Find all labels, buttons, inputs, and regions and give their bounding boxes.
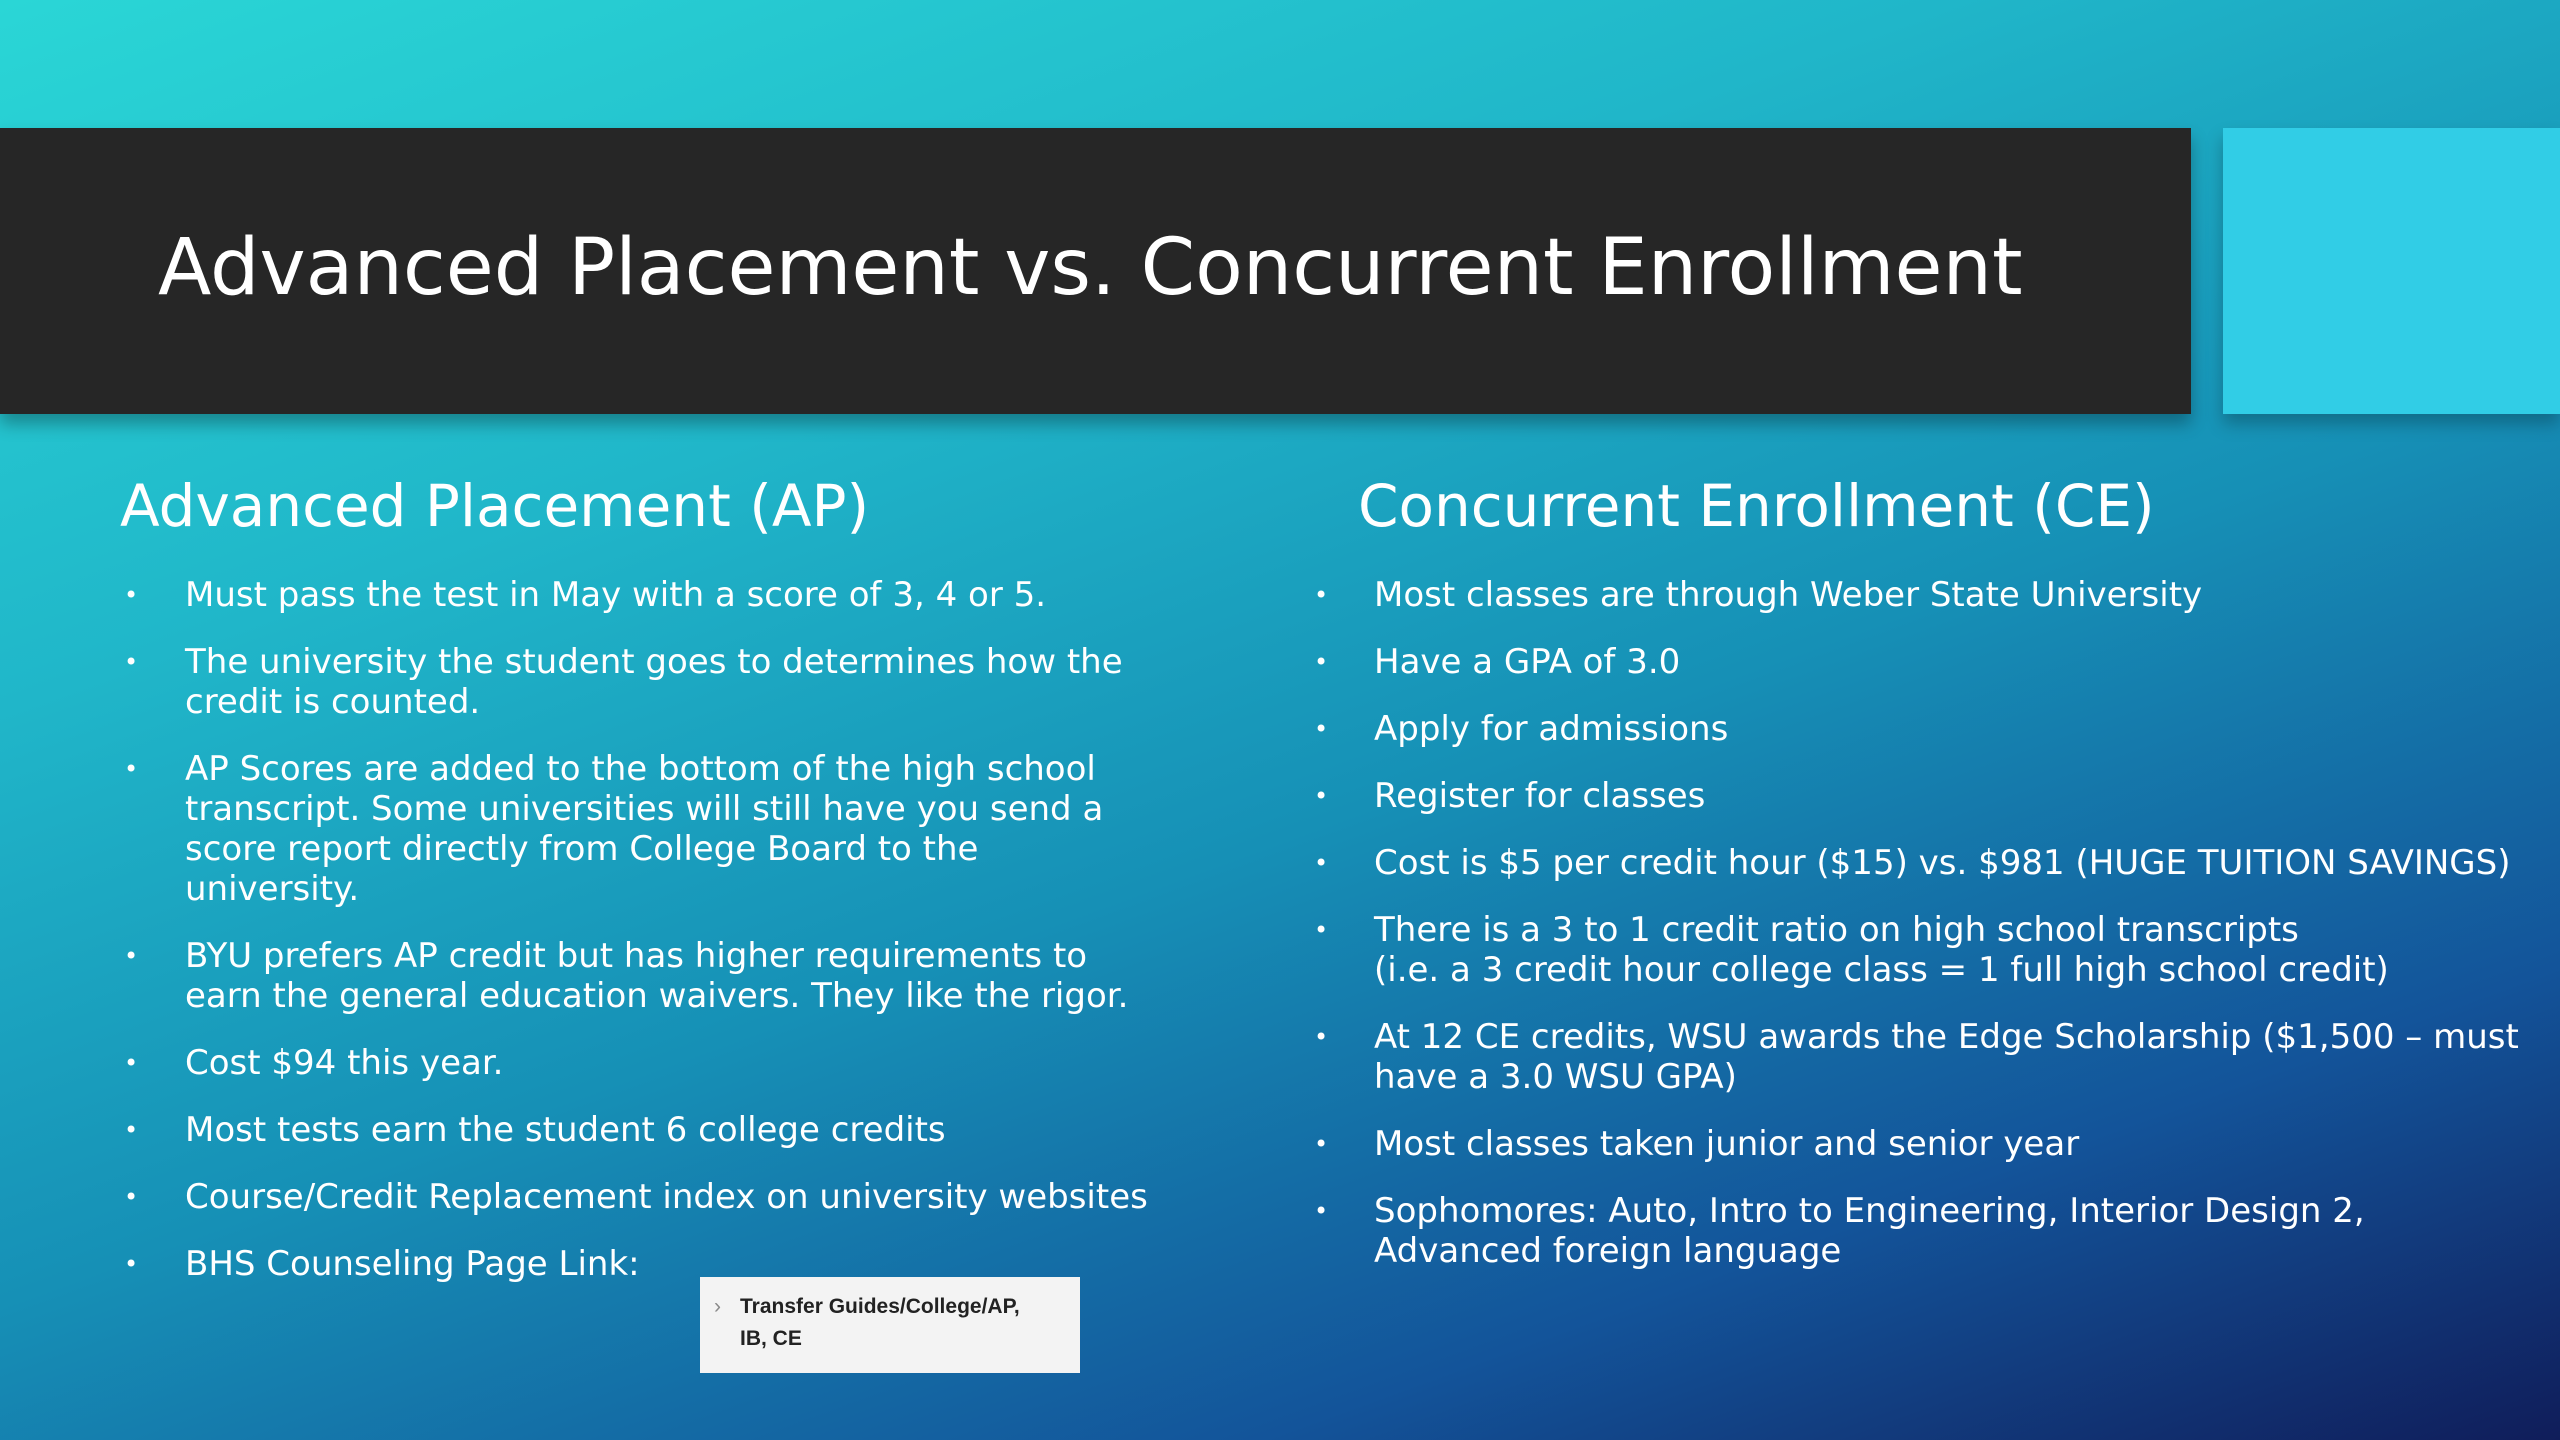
ce-bullet-text: At 12 CE credits, WSU awards the Edge Scholarship ($1,500 – must have a 3.0 WSU GPA) [1374,1017,2519,1097]
ap-heading: Advanced Placement (AP) [120,472,870,540]
bullet-icon: • [124,1183,139,1211]
bullet-icon: • [124,942,139,970]
bullet-icon: • [1314,916,1329,944]
list-item [1310,1191,2540,1271]
list-item [1310,843,2540,883]
ce-bullet-text: Have a GPA of 3.0 [1374,642,1681,682]
transfer-guides-link-label: Transfer Guides/College/AP, IB, CE [740,1295,1020,1350]
list-item [1310,776,2540,816]
bullet-icon: • [1314,1130,1329,1158]
list-item [120,936,1160,1016]
ap-bullet-text: The university the student goes to determines how the credit is counted. [185,642,1123,722]
bullet-icon: • [124,1049,139,1077]
bullet-icon: • [124,1250,139,1278]
slide-title: Advanced Placement vs. Concurrent Enrollment [158,223,2023,313]
ce-bullet-text: Register for classes [1374,776,1706,816]
list-item [120,1043,1160,1083]
bullet-icon: • [124,1116,139,1144]
list-item [120,1110,1160,1150]
bullet-icon: • [1314,1023,1329,1051]
bullet-icon: • [124,755,139,783]
chevron-right-icon: › [714,1295,721,1318]
list-item [120,642,1160,722]
list-item [120,1177,1160,1217]
bullet-icon: • [1314,648,1329,676]
ap-bullet-text: AP Scores are added to the bottom of the high school transcript. Some universities will still have you send a score report directly from College Board to the university. [185,749,1104,909]
list-item [1310,642,2540,682]
ce-bullet-text: Apply for admissions [1374,709,1729,749]
list-item [120,749,1160,909]
bullet-icon: • [1314,1197,1329,1225]
ce-heading: Concurrent Enrollment (CE) [1358,472,2155,540]
ap-bullet-text: Course/Credit Replacement index on university websites [185,1177,1148,1217]
list-item [1310,910,2540,990]
transfer-guides-link[interactable] [700,1277,1080,1373]
ap-bullet-text: BHS Counseling Page Link: [185,1244,640,1284]
list-item [1310,1124,2540,1164]
ap-bullet-text: BYU prefers AP credit but has higher requirements to earn the general education waivers. They like the rigor. [185,936,1129,1016]
ap-bullet-text: Must pass the test in May with a score of 3, 4 or 5. [185,575,1047,615]
ap-bullet-text: Cost $94 this year. [185,1043,504,1083]
ap-bullet-list [120,575,1160,1311]
bullet-icon: • [1314,715,1329,743]
ce-bullet-text: There is a 3 to 1 credit ratio on high school transcripts (i.e. a 3 credit hour college class = 1 full high school credit) [1374,910,2389,990]
list-item [1310,709,2540,749]
bullet-icon: • [1314,849,1329,877]
bullet-icon: • [1314,782,1329,810]
ce-bullet-text: Cost is $5 per credit hour ($15) vs. $981 (HUGE TUITION SAVINGS) [1374,843,2511,883]
list-item [1310,1017,2540,1097]
bullet-icon: • [124,648,139,676]
accent-square [2223,128,2560,414]
ce-bullet-text: Most classes taken junior and senior year [1374,1124,2080,1164]
list-item [120,575,1160,615]
ap-bullet-text: Most tests earn the student 6 college credits [185,1110,946,1150]
ce-bullet-text: Most classes are through Weber State University [1374,575,2203,615]
ce-bullet-list [1310,575,2540,1298]
bullet-icon: • [1314,581,1329,609]
ce-bullet-text: Sophomores: Auto, Intro to Engineering, Interior Design 2, Advanced foreign language [1374,1191,2365,1271]
bullet-icon: • [124,581,139,609]
list-item [1310,575,2540,615]
